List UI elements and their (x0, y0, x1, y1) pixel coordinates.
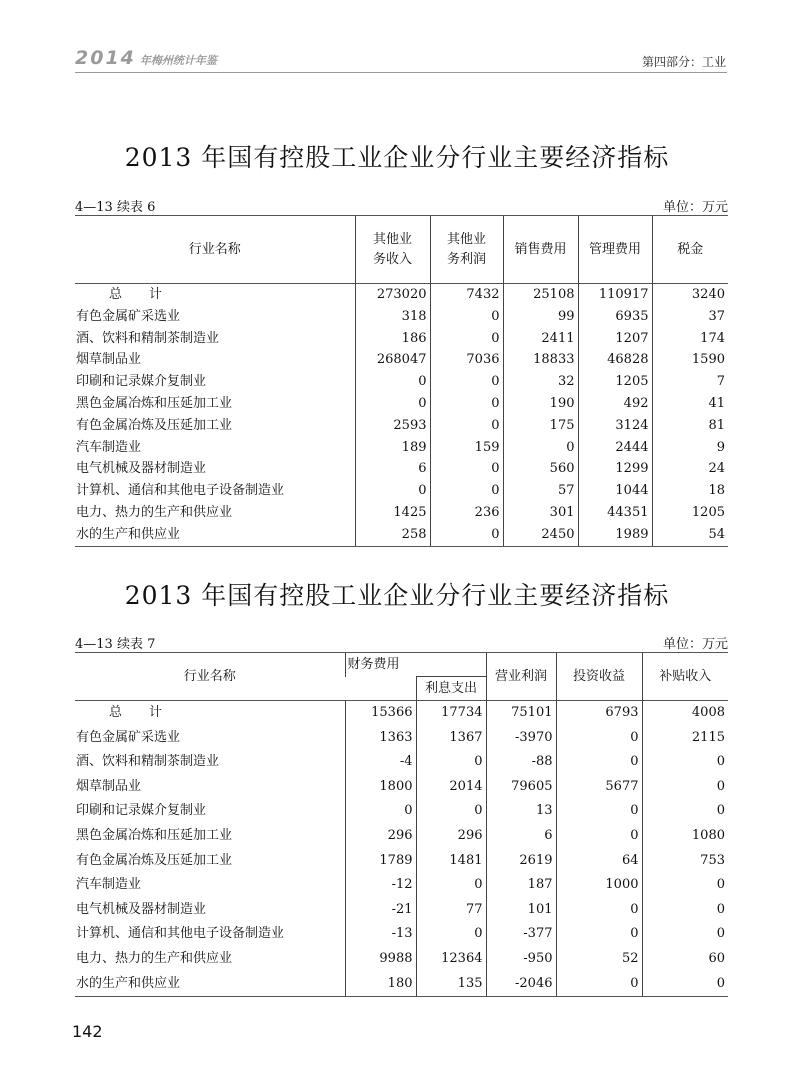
value-cell: 2411 (503, 328, 578, 350)
value-cell: 32 (503, 371, 578, 393)
yearbook-brand (75, 47, 217, 69)
value-cell: 2444 (578, 437, 652, 459)
header-divider (75, 72, 727, 73)
value-cell: 560 (503, 458, 578, 480)
value-cell: 0 (642, 750, 728, 775)
value-cell: -21 (345, 898, 416, 923)
industry-name-cell: 有色金属矿采选业 (76, 308, 181, 324)
col-header-industry: 行业名称 (75, 216, 355, 284)
value-cell: 37 (652, 306, 728, 328)
industry-name-cell: 有色金属冶炼及压延加工业 (76, 417, 233, 433)
value-cell: 0 (642, 972, 728, 997)
col-header-line: 其他业 (372, 231, 412, 247)
col-header-other-profit (430, 216, 503, 284)
table-row (75, 922, 728, 947)
value-cell: 1044 (578, 480, 652, 502)
value-cell: 2014 (416, 775, 486, 800)
page-number: 142 (72, 1022, 103, 1041)
value-cell: 7 (652, 371, 728, 393)
industry-name-cell: 酒、饮料和精制茶制造业 (76, 330, 220, 346)
value-cell: 273020 (355, 284, 430, 306)
value-cell: 41 (652, 393, 728, 415)
industry-name-cell: 烟草制品业 (76, 778, 142, 794)
value-cell: 1363 (345, 726, 416, 751)
table2 (75, 652, 728, 997)
value-cell: 0 (430, 328, 503, 350)
table1-caption: 4—13 续表 6 (75, 200, 156, 215)
table-row (75, 524, 728, 546)
value-cell: 296 (345, 824, 416, 849)
value-cell: 12364 (416, 947, 486, 972)
table2-body (75, 701, 728, 997)
value-cell: 190 (503, 393, 578, 415)
value-cell: 1989 (578, 524, 652, 546)
value-cell: 18 (652, 480, 728, 502)
table-row (75, 480, 728, 502)
table-row (75, 306, 728, 328)
value-cell: 15366 (345, 701, 416, 726)
value-cell: 54 (652, 524, 728, 546)
industry-name-cell: 印刷和记录媒介复制业 (76, 803, 207, 819)
section-label: 第四部分：工业 (641, 55, 726, 69)
value-cell: 60 (642, 947, 728, 972)
industry-name-cell: 黑色金属冶炼和压延加工业 (76, 395, 233, 411)
table-row (75, 947, 728, 972)
table2-caption: 4—13 续表 7 (75, 637, 156, 652)
value-cell: 0 (355, 393, 430, 415)
value-cell: 186 (355, 328, 430, 350)
value-cell: 2593 (355, 415, 430, 437)
total-label-part: 总 (109, 705, 123, 720)
col-header-line: 其他业 (446, 231, 486, 247)
value-cell: 1000 (556, 873, 642, 898)
industry-name-cell: 电力、热力的生产和供应业 (76, 950, 233, 966)
table-row (75, 328, 728, 350)
value-cell: 1590 (652, 349, 728, 371)
table-row (75, 437, 728, 459)
value-cell: 110917 (578, 284, 652, 306)
value-cell: 0 (430, 371, 503, 393)
value-cell: 2619 (486, 849, 556, 874)
table-row (75, 458, 728, 480)
value-cell: 17734 (416, 701, 486, 726)
industry-name-cell: 有色金属矿采选业 (76, 729, 181, 745)
table1 (75, 215, 728, 547)
value-cell: 135 (416, 972, 486, 997)
value-cell: -3970 (486, 726, 556, 751)
value-cell: 187 (486, 873, 556, 898)
brand-name: 年梅州统计年鉴 (139, 54, 217, 67)
value-cell: 1789 (345, 849, 416, 874)
industry-name-cell: 印刷和记录媒介复制业 (76, 374, 207, 390)
value-cell: 1080 (642, 824, 728, 849)
value-cell: 492 (578, 393, 652, 415)
industry-name-cell: 黑色金属冶炼和压延加工业 (76, 827, 233, 843)
value-cell: 6935 (578, 306, 652, 328)
value-cell: 0 (430, 480, 503, 502)
total-row (75, 701, 728, 726)
value-cell: -4 (345, 750, 416, 775)
value-cell: 0 (503, 437, 578, 459)
industry-name-cell: 水的生产和供应业 (75, 524, 355, 546)
value-cell: 0 (556, 726, 642, 751)
industry-name-cell: 酒、饮料和精制茶制造业 (76, 754, 220, 770)
table-row (75, 393, 728, 415)
table-row (75, 824, 728, 849)
value-cell: 301 (503, 502, 578, 524)
value-cell: 1481 (416, 849, 486, 874)
industry-name-cell: 电气机械及器材制造业 (76, 901, 207, 917)
value-cell: 1205 (578, 371, 652, 393)
value-cell: 6 (486, 824, 556, 849)
industry-name-cell: 电气机械及器材制造业 (76, 461, 207, 477)
value-cell: 1367 (416, 726, 486, 751)
value-cell: 101 (486, 898, 556, 923)
value-cell: 0 (556, 898, 642, 923)
table-row (75, 873, 728, 898)
table1-header-row (75, 216, 728, 284)
value-cell: 46828 (578, 349, 652, 371)
brand-year: 2014 (75, 47, 136, 69)
table-row (75, 750, 728, 775)
value-cell: 0 (416, 873, 486, 898)
value-cell: 258 (355, 524, 430, 546)
col-header-line: 务收入 (372, 251, 412, 267)
industry-name-cell: 烟草制品业 (76, 352, 142, 368)
value-cell: 0 (430, 415, 503, 437)
value-cell: 13 (486, 799, 556, 824)
table-row (75, 775, 728, 800)
table1-unit: 单位：万元 (662, 200, 728, 215)
industry-name-cell: 计算机、通信和其他电子设备制造业 (76, 926, 285, 942)
value-cell: 79605 (486, 775, 556, 800)
value-cell: 1800 (345, 775, 416, 800)
value-cell: 3124 (578, 415, 652, 437)
table1-title: 2013 年国有控股工业企业分行业主要经济指标 (124, 143, 670, 172)
col-header-other-revenue (355, 216, 430, 284)
value-cell: 0 (642, 799, 728, 824)
value-cell: 318 (355, 306, 430, 328)
value-cell: 296 (416, 824, 486, 849)
table-row (75, 972, 728, 997)
table2-title: 2013 年国有控股工业企业分行业主要经济指标 (124, 581, 670, 610)
value-cell: 6 (355, 458, 430, 480)
value-cell: 7036 (430, 349, 503, 371)
value-cell: 236 (430, 502, 503, 524)
value-cell: 9 (652, 437, 728, 459)
total-row (75, 284, 728, 306)
value-cell: 159 (430, 437, 503, 459)
total-label-part: 计 (149, 287, 163, 302)
value-cell: 0 (430, 306, 503, 328)
value-cell: 0 (345, 799, 416, 824)
value-cell: 7432 (430, 284, 503, 306)
value-cell: -88 (486, 750, 556, 775)
value-cell: 44351 (578, 502, 652, 524)
value-cell: 0 (642, 898, 728, 923)
value-cell: 0 (556, 799, 642, 824)
value-cell: 268047 (355, 349, 430, 371)
value-cell: 81 (652, 415, 728, 437)
value-cell: 0 (430, 458, 503, 480)
value-cell: 0 (556, 750, 642, 775)
table2-unit: 单位：万元 (662, 637, 728, 652)
col-header-operating-profit: 营业利润 (486, 653, 556, 701)
value-cell: 1425 (355, 502, 430, 524)
value-cell: 0 (416, 799, 486, 824)
table-row (75, 726, 728, 751)
col-header-finance-expense: 财务费用 (345, 653, 416, 677)
table-row (75, 898, 728, 923)
industry-name-cell (75, 284, 355, 306)
value-cell: 0 (416, 922, 486, 947)
value-cell: 6793 (556, 701, 642, 726)
value-cell: 64 (556, 849, 642, 874)
col-header-interest-expense: 利息支出 (416, 677, 486, 701)
col-header-line: 务利润 (446, 251, 486, 267)
table2-header-row (75, 653, 728, 677)
value-cell: 0 (430, 524, 503, 546)
col-header-spacer (416, 653, 486, 677)
value-cell: 5677 (556, 775, 642, 800)
value-cell: 0 (355, 480, 430, 502)
value-cell: 75101 (486, 701, 556, 726)
value-cell: 0 (430, 393, 503, 415)
value-cell: 1299 (578, 458, 652, 480)
value-cell: 77 (416, 898, 486, 923)
value-cell: 3240 (652, 284, 728, 306)
value-cell: 0 (556, 824, 642, 849)
industry-name-cell (75, 701, 345, 726)
table-row (75, 371, 728, 393)
total-label-part: 计 (149, 705, 163, 720)
value-cell: 753 (642, 849, 728, 874)
industry-name-cell: 有色金属冶炼及压延加工业 (76, 852, 233, 868)
value-cell: 1207 (578, 328, 652, 350)
value-cell: 9988 (345, 947, 416, 972)
value-cell: 18833 (503, 349, 578, 371)
value-cell: 0 (355, 371, 430, 393)
value-cell: 2450 (503, 524, 578, 546)
value-cell: 189 (355, 437, 430, 459)
value-cell: 52 (556, 947, 642, 972)
industry-name-cell: 计算机、通信和其他电子设备制造业 (76, 483, 285, 499)
total-label-part: 总 (109, 287, 123, 302)
industry-name-cell: 汽车制造业 (76, 439, 142, 455)
value-cell: -12 (345, 873, 416, 898)
table-row (75, 849, 728, 874)
value-cell: 4008 (642, 701, 728, 726)
table-row (75, 502, 728, 524)
col-header-industry: 行业名称 (75, 653, 345, 701)
value-cell: 0 (556, 922, 642, 947)
value-cell: 0 (642, 775, 728, 800)
value-cell: 24 (652, 458, 728, 480)
value-cell: 0 (642, 922, 728, 947)
col-header-admin-expense: 管理费用 (578, 216, 652, 284)
col-header-sales-expense: 销售费用 (503, 216, 578, 284)
value-cell: 175 (503, 415, 578, 437)
value-cell: 180 (345, 972, 416, 997)
value-cell: 0 (556, 972, 642, 997)
value-cell: -950 (486, 947, 556, 972)
value-cell: 174 (652, 328, 728, 350)
value-cell: -13 (345, 922, 416, 947)
industry-name-cell: 汽车制造业 (76, 877, 142, 893)
value-cell: 0 (416, 750, 486, 775)
value-cell: 25108 (503, 284, 578, 306)
col-header-investment-income: 投资收益 (556, 653, 642, 701)
value-cell: 0 (642, 873, 728, 898)
table-row (75, 799, 728, 824)
table1-body (75, 284, 728, 547)
value-cell: 57 (503, 480, 578, 502)
value-cell: 99 (503, 306, 578, 328)
value-cell: -377 (486, 922, 556, 947)
industry-name-cell: 电力、热力的生产和供应业 (76, 504, 233, 520)
col-header-subsidy-income: 补贴收入 (642, 653, 728, 701)
table-row (75, 349, 728, 371)
value-cell: 1205 (652, 502, 728, 524)
industry-name-cell: 水的生产和供应业 (75, 972, 345, 997)
table-row (75, 415, 728, 437)
value-cell: 2115 (642, 726, 728, 751)
value-cell: -2046 (486, 972, 556, 997)
col-header-tax: 税金 (652, 216, 728, 284)
col-header-spacer (345, 677, 416, 701)
